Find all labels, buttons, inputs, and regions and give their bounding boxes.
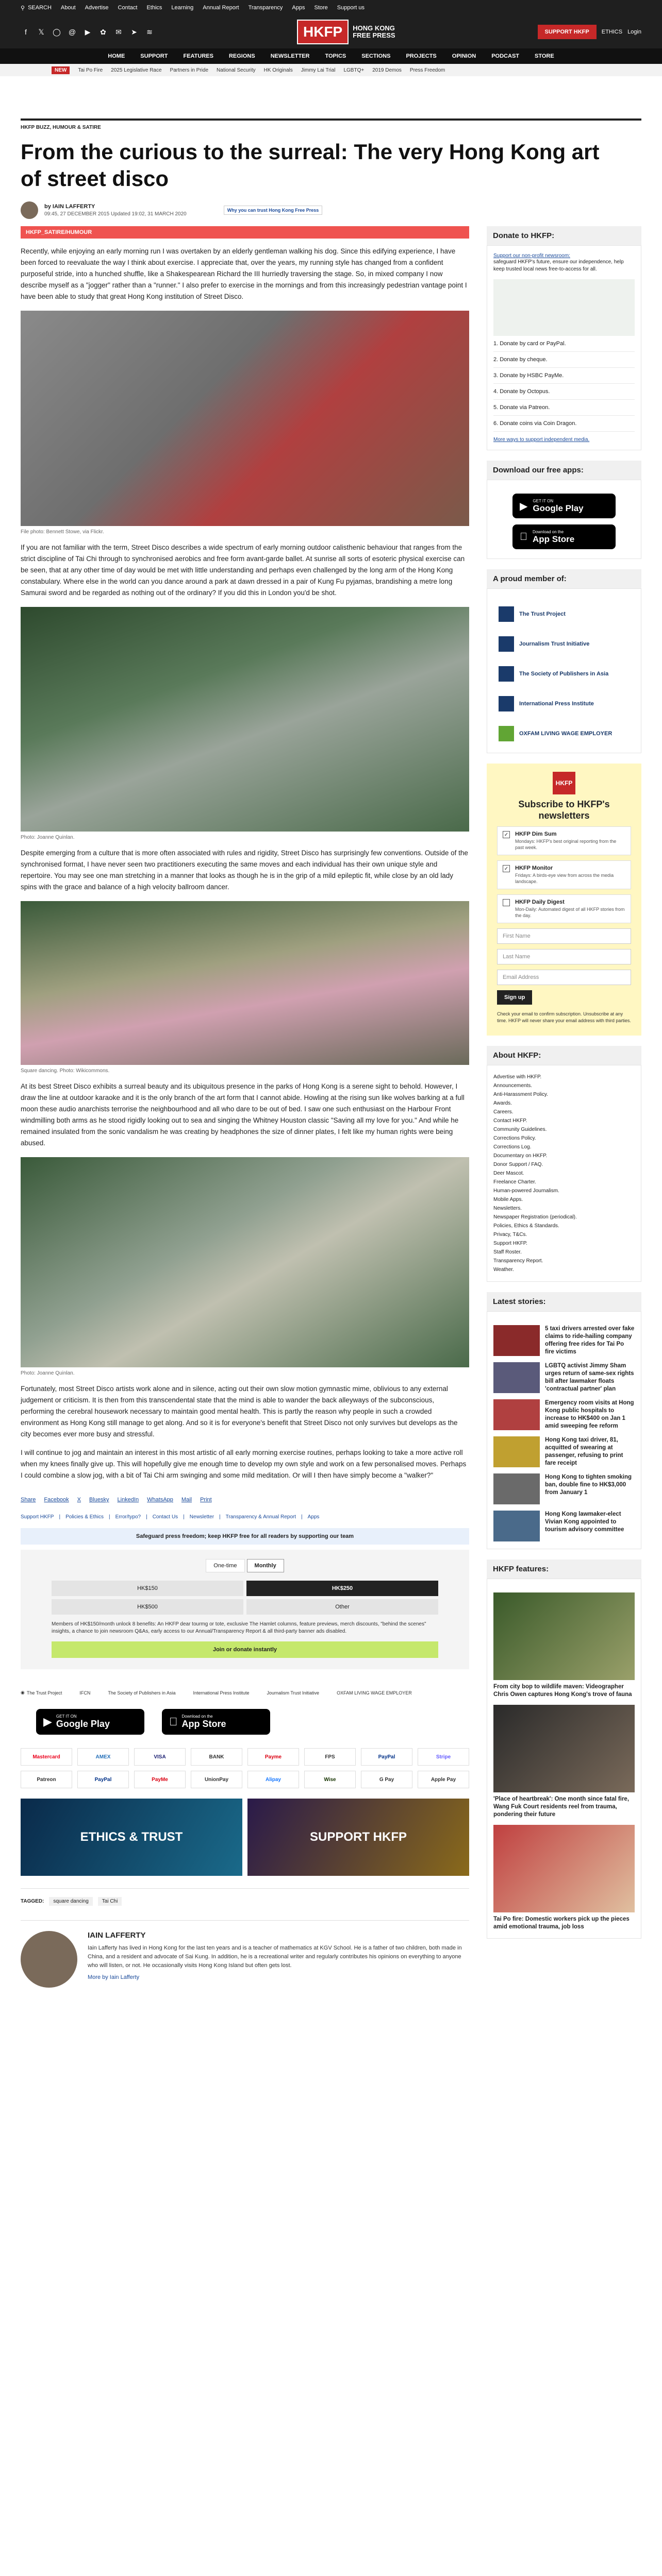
trust-project-icon: ◉ [21,1690,25,1695]
share-print[interactable]: Print [200,1497,212,1503]
trending-tag[interactable]: 2019 Demos [372,67,402,73]
about-link[interactable]: Contact HKFP. [493,1118,527,1124]
newsletter-option[interactable]: ✓ HKFP Monitor Fridays: A birds-eye view from across the media landscape. [497,860,631,889]
photo-caption: Photo: Joanne Quinlan. [21,1370,75,1376]
article-paragraph: At its best Street Disco exhibits a surreal beauty and its ubiquitous presence in the parks of Hong Kong is a serene sight to behold. However, I draw the line at outdoor karaoke and it is the only branch of the art form that I cannot abide. Howling at the rising sun like wolves barking at a full moon these audio anarchists terrorise the neighbourhood and all who dare to be out of bed. I saw one such enthusiast on the Harbour Front windmilling both arms as he stood rigidly looking out to sea and singing the Whitney Houston classic "Saving all my love for you." And while he remained insulated from the sonic vandalism he was creating by headphones the size of dinner plates, I felt like my human rights were being abused. [21,1082,465,1147]
feature-image[interactable] [493,1705,635,1792]
payment-logo: Patreon [21,1771,72,1788]
about-heading: About HKFP: [487,1046,641,1065]
donate-option[interactable]: 1. Donate by card or PayPal. [493,336,635,352]
donate-option[interactable]: 2. Donate by cheque. [493,352,635,368]
partner-logo[interactable]: IFCN [79,1690,91,1696]
features-list [487,1579,641,1939]
latest-stories [487,1311,641,1549]
payment-logo: G Pay [361,1771,412,1788]
amount-option[interactable]: HK$150 [52,1581,243,1596]
share-linkedin[interactable]: LinkedIn [117,1497,139,1503]
support-link[interactable]: Transparency & Annual Report [225,1514,296,1520]
topbar-link-advertise[interactable]: Advertise [85,5,109,11]
payment-logo: Wise [304,1771,356,1788]
signup-button[interactable]: Sign up [497,990,532,1005]
more-by-author-link[interactable]: More by Iain Lafferty [88,1974,140,1980]
author-box-name[interactable]: IAIN LAFFERTY [88,1931,146,1940]
partner-logo[interactable]: The Society of Publishers in Asia [108,1690,176,1696]
sidebar [487,226,641,1988]
jti-icon [499,636,514,652]
story-thumbnail[interactable] [493,1399,540,1430]
rss-icon[interactable]: ≋ [146,27,153,36]
story-thumbnail[interactable] [493,1473,540,1504]
author-box [21,1920,469,1988]
payment-logo: BANK [191,1748,242,1766]
partner-logo[interactable]: ◉ The Trust Project [21,1690,62,1696]
donate-illustration [493,279,635,336]
about-link[interactable]: Transparency Report. [493,1258,543,1264]
donate-option[interactable]: 6. Donate coins via Coin Dragon. [493,416,635,432]
login-link[interactable]: Login [627,29,641,35]
about-links [487,1065,641,1282]
member-logo[interactable]: The Trust Project [493,602,635,626]
payment-logo: PayPal [77,1771,129,1788]
article-paragraph: Recently, while enjoying an early morning run I was overtaken by an elderly gentleman walking his dog. Since this edifying experience, I have been forced to reevaluate the way I think about exercise. I appreciate that, over the years, my running style has changed from a confident purposeful stride, into a hunched shuffle, like a Shakespearean Richard the III hurriedly traversing the stage. So, in mixed company I now describe myself as a "jogger" rather than a "runner." I also prefer to exercise in the mornings and from this increasingly pedestrian vantage point I have been able to study that great Hong Kong institution of Street Disco. [21,247,467,300]
join-donate-button[interactable]: Join or donate instantly [52,1641,438,1658]
newsletter-option[interactable]: ✓ HKFP Dim Sum Mondays: HKFP's best original reporting from the past week. [497,826,631,855]
oxfam-icon [499,726,514,741]
facebook-icon[interactable]: f [25,28,27,36]
topbar-link-apps[interactable]: Apps [292,5,305,11]
x-icon[interactable]: 𝕏 [38,27,44,36]
story-thumbnail[interactable] [493,1436,540,1467]
photo-caption: Square dancing. Photo: Wikicommons. [21,1068,110,1074]
share-bar [21,1497,469,1503]
partner-logo[interactable]: Journalism Trust Initiative [267,1690,320,1696]
brand-bar [0,15,662,48]
support-banner[interactable]: SUPPORT HKFP [247,1799,469,1876]
bluesky-icon[interactable]: ✿ [100,27,106,36]
about-link[interactable]: Announcements. [493,1083,533,1089]
amount-options [52,1581,438,1615]
newsletter-option[interactable]: HKFP Daily Digest Mon-Daily: Automated digest of all HKFP stories from the day. [497,894,631,923]
latest-story[interactable]: Emergency room visits at Hong Kong public hospitals to increase to HK$400 on Jan 1 amid sweeping fee reform [493,1399,635,1430]
byline [21,201,641,219]
apple-icon [169,1715,178,1728]
mail-icon[interactable]: ✉ [115,27,122,36]
trust-project-icon [499,606,514,622]
app-store-row [21,1709,469,1735]
article-paragraph: Fortunately, most Street Disco artists work alone and in silence, acting out their own slow motion gymnastic mime, oblivious to any external judgement or criticism. It is then from this transcendental state that the mind is able to wander the back alleyways of the subconscious, performing the cerebral housework necessary to maintain good mental health. This is partly the reason why people in such a crowded environment as Hong Kong still manage to get along. And so it is for everyone's benefit that Street Disco not only survives but develops as the city becomes ever more busy and stressful. [21,1385,458,1438]
about-link[interactable]: Human-powered Journalism. [493,1188,559,1194]
latest-story[interactable]: LGBTQ activist Jimmy Sham urges return of same-sex rights bill after lawmaker floats 'contractual partner' plan [493,1362,635,1393]
google-play-button[interactable]: ▶ GET IT ON Google Play [36,1709,144,1735]
partner-logo[interactable]: OXFAM LIVING WAGE EMPLOYER [337,1690,412,1696]
nav-support[interactable]: SUPPORT [140,53,168,59]
about-link[interactable]: Donor Support / FAQ. [493,1162,543,1167]
payment-logo: Payme [247,1748,299,1766]
nav-podcast[interactable]: PODCAST [491,53,519,59]
feature-story[interactable]: From city bop to wildlife maven: Videographer Chris Owen captures Hong Kong's trove of fauna [493,1592,635,1699]
latest-story[interactable]: 5 taxi drivers arrested over fake claims to ride-hailing company offering free rides for Tai Po fire victims [493,1325,635,1356]
apps-box [487,480,641,559]
article-category[interactable]: HKFP BUZZ, HUMOUR & SATIRE [21,125,101,130]
latest-story[interactable]: Hong Kong to tighten smoking ban, double fine to HK$3,000 from January 1 [493,1473,635,1504]
payment-logo: PayMe [134,1771,186,1788]
sopa-icon [499,666,514,682]
apple-icon [520,531,527,543]
trending-tags-bar [0,64,662,76]
photo-caption: Photo: Joanne Quinlan. [21,835,75,840]
partner-logo[interactable]: International Press Institute [193,1690,250,1696]
about-link[interactable]: Support HKFP. [493,1241,527,1246]
member-logo[interactable]: OXFAM LIVING WAGE EMPLOYER [493,722,635,745]
author-name[interactable]: by IAIN LAFFERTY [44,204,95,210]
payment-logo: AMEX [77,1748,129,1766]
header-divider [21,118,641,121]
ethics-link[interactable]: ETHICS [601,29,623,35]
main-nav [0,48,662,64]
nav-newsletter[interactable]: NEWSLETTER [270,53,310,59]
about-link[interactable]: Deer Mascot. [493,1171,524,1176]
latest-story[interactable]: Hong Kong taxi driver, 81, acquitted of swearing at passenger, refusing to print fare receipt [493,1436,635,1467]
checkbox-checked[interactable]: ✓ [503,865,510,872]
amount-option[interactable]: Other [246,1599,438,1615]
latest-heading: Latest stories: [487,1292,641,1311]
donate-description: safeguard HKFP's future, ensure our independence, help keep trusted local news free-to-access for all. [493,259,624,272]
donate-options [493,336,635,432]
support-newsroom-link[interactable]: Support our non-profit newsroom: [493,253,570,259]
members-note: Members of HK$150/month unlock 8 benefits: An HKFP dear tourmg or tote, exclusive The Hamlet columns, feature previews, merch discounts, "behind the scenes" insights, a chance to join newsroom Q&As, early access to our Annual/Transparency Report & all third-party banner ads disabled. [52,1621,426,1634]
tag-link[interactable]: Tai Chi [98,1897,122,1906]
amount-option[interactable]: HK$500 [52,1599,243,1615]
sidebar-google-play[interactable]: ▶ GET IT ON Google Play [512,494,616,518]
share-facebook[interactable]: Facebook [44,1497,69,1503]
logo-line-1: HONG KONG [353,24,395,32]
topbar-link-learning[interactable]: Learning [171,5,194,11]
about-link[interactable]: Community Guidelines. [493,1127,547,1132]
topbar-link-annual-report[interactable]: Annual Report [203,5,239,11]
trending-tag[interactable]: HK Originals [263,67,293,73]
author-avatar[interactable] [21,201,38,219]
topbar-link-contact[interactable]: Contact [118,5,138,11]
member-box [487,588,641,753]
about-link[interactable]: Staff Roster. [493,1249,522,1255]
article-photo[interactable] [21,901,469,1065]
feature-image[interactable] [493,1592,635,1680]
support-link[interactable]: Apps [307,1514,320,1520]
nav-store[interactable]: STORE [535,53,554,59]
payment-logo: Apple Pay [418,1771,469,1788]
article-paragraph: I will continue to jog and maintain an interest in this most artistic of all early morning exercise routines, perhaps looking to take a more active roll when my knees finally give up. This will hopefully give me enough time to develop my own style and work on a few personalised moves. Perhaps I could combine a slow jog, with a bit of Tai Chi arm swinging and some mild meditation. Or will I then have simply become a "walker?" [21,1449,467,1479]
member-logo[interactable]: International Press Institute [493,692,635,716]
member-heading: A proud member of: [487,569,641,588]
share-x[interactable]: X [77,1497,81,1503]
about-link[interactable]: Careers. [493,1109,514,1115]
ipi-icon [499,696,514,711]
support-link[interactable]: Error/typo? [115,1514,141,1520]
about-link[interactable]: Corrections Log. [493,1144,532,1150]
telegram-icon[interactable]: ➤ [131,27,137,36]
partner-logos [21,1690,469,1696]
nav-topics[interactable]: TOPICS [325,53,346,59]
payment-methods [21,1748,469,1788]
topbar-link-store[interactable]: Store [314,5,328,11]
article-photo[interactable] [21,311,469,526]
section-label[interactable]: HKFP_SATIRE/HUMOUR [21,226,469,239]
tag-link[interactable]: square dancing [49,1897,92,1906]
frequency-toggle [52,1559,438,1572]
latest-story[interactable]: Hong Kong lawmaker-elect Vivian Kong appointed to tourism advisory committee [493,1511,635,1541]
about-link[interactable]: Mobile Apps. [493,1197,523,1202]
new-badge: NEW [52,66,70,74]
nav-opinion[interactable]: OPINION [452,53,476,59]
payment-logo: Mastercard [21,1748,72,1766]
story-thumbnail[interactable] [493,1362,540,1393]
support-link[interactable]: Contact Us [152,1514,178,1520]
share-label: Share [21,1497,36,1503]
support-hkfp-button[interactable]: SUPPORT HKFP [538,25,597,39]
donate-box [487,245,641,450]
article-title: From the curious to the surreal: The very Hong Kong art of street disco [21,140,600,191]
support-link[interactable]: Policies & Ethics [65,1514,104,1520]
search-icon: ⚲ [21,5,25,11]
donate-option[interactable]: 3. Donate by HSBC PayMe. [493,368,635,384]
amount-option-selected[interactable]: HK$250 [246,1581,438,1596]
trending-tag[interactable]: National Security [217,67,256,73]
about-link[interactable]: Newspaper Registration (periodical). [493,1214,577,1220]
trending-tag[interactable]: Tai Po Fire [78,67,103,73]
payment-logo: VISA [134,1748,186,1766]
nav-regions[interactable]: REGIONS [228,53,255,59]
about-link[interactable]: Privacy, T&Cs. [493,1232,527,1238]
member-logo[interactable]: The Society of Publishers in Asia [493,662,635,686]
promo-banners [21,1799,469,1876]
social-icons [21,27,155,37]
trending-tag[interactable]: Jimmy Lai Trial [301,67,336,73]
article-body [21,226,469,1988]
topbar-link-transparency[interactable]: Transparency [248,5,283,11]
donate-heading: Donate to HKFP: [487,226,641,245]
youtube-icon[interactable]: ▶ [85,27,91,36]
tagged-label: TAGGED: [21,1899,44,1904]
payment-logo: FPS [304,1748,356,1766]
ethics-banner[interactable]: ETHICS & TRUST [21,1799,242,1876]
newsletter-signup [487,764,641,1036]
newsletter-logo: HKFP [553,772,575,794]
donate-option[interactable]: 4. Donate by Octopus. [493,384,635,400]
newsletter-note: Check your email to confirm subscription. Unsubscribe at any time. HKFP will never share your email address with third parties. [497,1011,631,1023]
support-link[interactable]: Newsletter [189,1514,214,1520]
threads-icon[interactable]: @ [68,28,76,36]
topbar-link-support[interactable]: Support us [337,5,365,11]
author-photo[interactable] [21,1931,77,1988]
logo-line-2: FREE PRESS [353,31,395,39]
freq-one-time[interactable]: One-time [206,1559,244,1572]
first-name-input[interactable]: First Name [497,928,631,944]
payment-logo: Alipay [247,1771,299,1788]
about-link[interactable]: Freelance Charter. [493,1179,536,1185]
article-photo[interactable] [21,607,469,832]
sidebar-app-store[interactable]: Download on the App Store [512,524,616,549]
about-link[interactable]: Corrections Policy. [493,1136,536,1141]
article-photo[interactable] [21,1157,469,1367]
article-paragraph: If you are not familiar with the term, Street Disco describes a wide spectrum of early morning outdoor calisthenic behaviour that ranges from the strict discipline of Tai Chi through to synchronised aerobics and free form avant-garde ballet. At sunrise all sorts of esoteric physical exercise can be seen, that at any other time of day would be met with little understanding and perhaps even challenged by the long arm of the Hong Kong constabulary. Where else in the world can you dance around a park at dawn dressed in a pair of Kung Fu pyjamas, brandishing a metre long Samurai sword and be regarded as nothing out of the ordinary? If you did this in London you'd be shot. [21,544,465,597]
payment-logo: PayPal [361,1748,412,1766]
trending-tag[interactable]: LGBTQ+ [343,67,365,73]
checkbox-checked[interactable]: ✓ [503,831,510,838]
feature-story[interactable]: 'Place of heartbreak': One month since fatal fire, Wang Fuk Court residents reel from trauma, pondering their future [493,1705,635,1819]
share-bluesky[interactable]: Bluesky [89,1497,109,1503]
about-link[interactable]: Weather. [493,1267,514,1273]
safeguard-banner[interactable]: Safeguard press freedom; keep HKFP free for all readers by supporting our team [21,1528,469,1545]
checkbox-unchecked[interactable] [503,899,510,906]
google-play-icon: ▶ [520,500,528,512]
about-link[interactable]: Newsletters. [493,1206,522,1211]
publish-date: 09:45, 27 DECEMBER 2015 Updated 19:02, 31 MARCH 2020 [44,211,187,217]
last-name-input[interactable]: Last Name [497,949,631,964]
payment-logo: Stripe [418,1748,469,1766]
features-heading: HKFP features: [487,1560,641,1579]
newsletter-title: Subscribe to HKFP's newsletters [518,799,610,821]
top-utility-bar [0,0,662,15]
hkfp-logo[interactable]: HKFP HONG KONG FREE PRESS [297,20,395,44]
feature-image[interactable] [493,1825,635,1912]
about-link[interactable]: Advertise with HKFP. [493,1074,542,1080]
instagram-icon[interactable]: ◯ [53,27,61,36]
about-link[interactable]: Awards. [493,1100,512,1106]
story-thumbnail[interactable] [493,1511,540,1541]
trending-tag[interactable]: 2025 Legislative Race [111,67,162,73]
support-links: Support HKFP | Policies & Ethics | Error/typo? | Contact Us | Newsletter | Transparency & Annual Report | Apps [21,1514,320,1520]
about-link[interactable]: Policies, Ethics & Standards. [493,1223,559,1229]
article-paragraph: Despite emerging from a culture that is more often associated with rules and rigidity, Street Disco has surprisingly few conventions. Outside of the synchronised format, I have never seen two practitioners executing the same moves and each individual has their own unique style and repertoire. You may see one man stretching in a manner that looks as though he is in the grip of a mild epileptic fit, while close by an old lady spins with the grace and balance of a high velocity ballroom dancer. [21,849,468,891]
nav-features[interactable]: FEATURES [183,53,213,59]
search-button[interactable]: ⚲ SEARCH [21,5,52,11]
share-whatsapp[interactable]: WhatsApp [147,1497,173,1503]
trending-tag[interactable]: Partners in Pride [170,67,209,73]
freq-monthly[interactable]: Monthly [247,1559,284,1572]
about-link[interactable]: Anti-Harassment Policy. [493,1092,548,1097]
email-input[interactable]: Email Address [497,970,631,985]
payment-logo: UnionPay [191,1771,242,1788]
topbar-link-about[interactable]: About [60,5,76,11]
tags-section [21,1888,469,1906]
photo-caption: File photo: Bennett Stowe, via Flickr. [21,529,104,535]
about-link[interactable]: Documentary on HKFP. [493,1153,548,1159]
nav-sections[interactable]: SECTIONS [361,53,391,59]
nav-projects[interactable]: PROJECTS [406,53,437,59]
author-bio: Iain Lafferty has lived in Hong Kong for the last ten years and is a teacher of mathematics at KGV School. He is a father of two children, both made in China, and a resident and advocate of Sai Kung. In addition, he is a recreational writer and regularly contributes his opinions on everything to anyone who will listen, or not. He occasionally visits Hong Kong Island but often gets lost. [88,1945,462,1969]
story-thumbnail[interactable] [493,1325,540,1356]
apps-heading: Download our free apps: [487,461,641,480]
more-ways-link[interactable]: More ways to support independent media. [493,437,590,443]
share-mail[interactable]: Mail [181,1497,192,1503]
app-store-button[interactable]: Download on the App Store [162,1709,270,1735]
trust-badge[interactable]: Why you can trust Hong Kong Free Press [224,206,323,215]
donate-widget [21,1550,469,1669]
feature-story[interactable]: Tai Po fire: Domestic workers pick up the pieces amid emotional trauma, job loss [493,1825,635,1931]
topbar-link-ethics[interactable]: Ethics [146,5,162,11]
support-link[interactable]: Support HKFP [21,1514,54,1520]
member-logo[interactable]: Journalism Trust Initiative [493,632,635,656]
trending-tag[interactable]: Press Freedom [409,67,445,73]
donate-option[interactable]: 5. Donate via Patreon. [493,400,635,416]
google-play-icon: ▶ [43,1715,52,1728]
nav-home[interactable]: HOME [108,53,125,59]
